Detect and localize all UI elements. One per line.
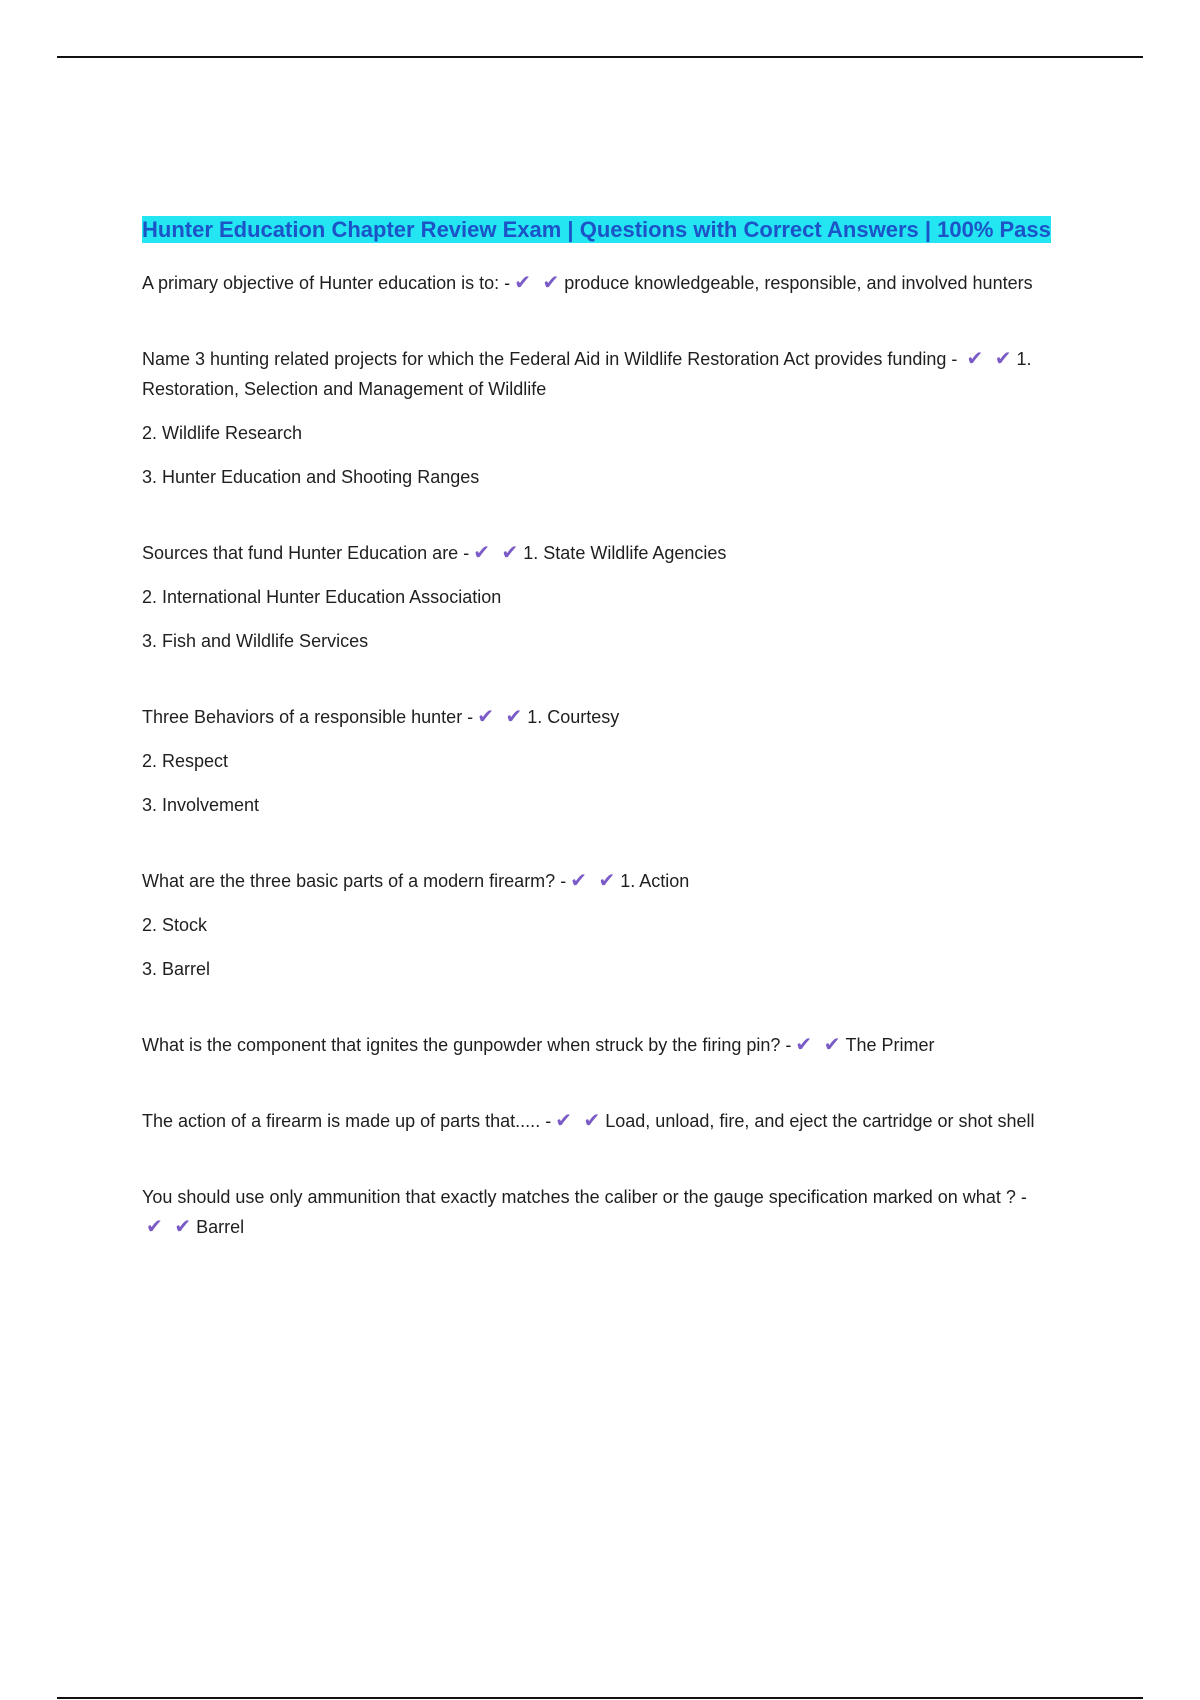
- qa-item: [142, 1106, 1062, 1136]
- question-line: Sources that fund Hunter Education are - ✔ ✔ 1. State Wildlife Agencies: [142, 538, 1062, 568]
- answer-line: 3. Hunter Education and Shooting Ranges: [142, 467, 480, 487]
- question-line: A primary objective of Hunter education is to: - ✔ ✔ produce knowledgeable, responsible, and involved hunters: [142, 268, 1062, 298]
- question-line: What are the three basic parts of a modern firearm? - ✔ ✔ 1. Action: [142, 866, 1062, 896]
- question-line: You should use only ammunition that exactly matches the caliber or the gauge specification marked on what ? -✔ ✔ Barrel: [142, 1182, 1062, 1242]
- double-check-icon: ✔ ✔: [146, 1216, 195, 1238]
- double-check-icon: ✔ ✔: [477, 706, 526, 728]
- qa-item: [142, 268, 1062, 298]
- double-check-icon: ✔ ✔: [473, 542, 522, 564]
- qa-item: [142, 538, 1062, 656]
- answer-line: 2. International Hunter Education Association: [142, 587, 502, 607]
- question-line: Three Behaviors of a responsible hunter - ✔ ✔ 1. Courtesy: [142, 702, 1062, 732]
- answer-line: 2. Respect: [142, 751, 229, 771]
- question-line: Name 3 hunting related projects for which the Federal Aid in Wildlife Restoration Act provides funding - ✔ ✔ 1. Restoration, Selection and Management of Wildlife: [142, 344, 1062, 404]
- document-body: [142, 212, 1062, 1288]
- question-line: The action of a firearm is made up of parts that..... - ✔ ✔ Load, unload, fire, and eject the cartridge or shot shell: [142, 1106, 1062, 1136]
- double-check-icon: ✔ ✔: [514, 272, 563, 294]
- answer-line: 2. Stock: [142, 915, 208, 935]
- answer-line: 3. Involvement: [142, 795, 260, 815]
- document-title: Hunter Education Chapter Review Exam | Questions with Correct Answers | 100% Pass: [142, 217, 1051, 242]
- qa-item: [142, 866, 1062, 984]
- double-check-icon: ✔ ✔: [966, 348, 1015, 370]
- header-rule: [57, 56, 1143, 58]
- question-line: What is the component that ignites the gunpowder when struck by the firing pin? - ✔ ✔ The Primer: [142, 1030, 1062, 1060]
- qa-item: [142, 702, 1062, 820]
- answer-line: 3. Fish and Wildlife Services: [142, 631, 369, 651]
- qa-item: [142, 1030, 1062, 1060]
- answer-line: 2. Wildlife Research: [142, 423, 303, 443]
- answer-line: 3. Barrel: [142, 959, 211, 979]
- double-check-icon: ✔ ✔: [795, 1034, 844, 1056]
- double-check-icon: ✔ ✔: [570, 870, 619, 892]
- qa-item: [142, 344, 1062, 492]
- qa-item: [142, 1182, 1062, 1242]
- double-check-icon: ✔ ✔: [555, 1110, 604, 1132]
- footer-rule: [57, 1697, 1143, 1699]
